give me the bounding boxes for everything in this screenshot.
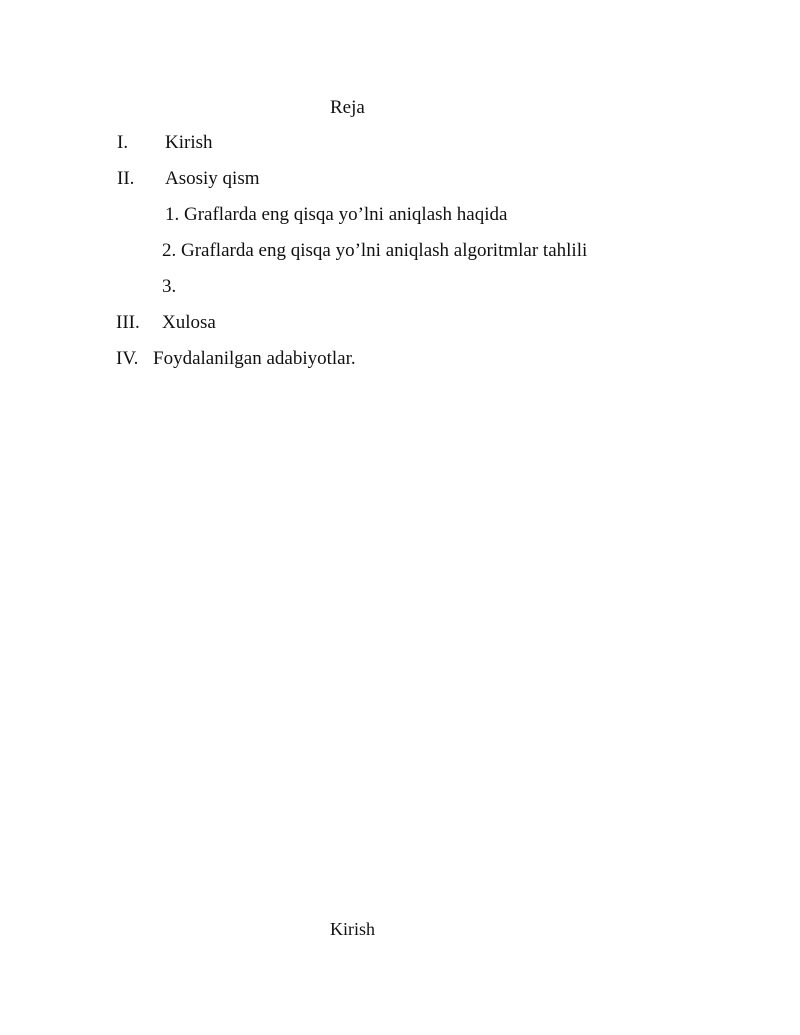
outline-text: Asosiy qism	[165, 168, 260, 189]
outline-text: Kirish	[165, 132, 213, 153]
outline-numeral: IV.	[116, 348, 139, 369]
outline-subitem-3: 3.	[162, 276, 177, 297]
outline-numeral: III.	[116, 312, 140, 333]
section-heading-introduction: Kirish	[330, 919, 375, 939]
outline-text: Foydalanilgan adabiyotlar.	[153, 348, 356, 369]
outline-numeral: I.	[117, 132, 129, 153]
outline-numeral: II.	[117, 168, 135, 189]
outline-subitem-2: 2. Graflarda eng qisqa yo’lni aniqlash algoritmlar tahlili	[162, 240, 588, 261]
outline-text: Xulosa	[162, 312, 216, 333]
plan-title: Reja	[330, 97, 365, 118]
outline-subitem-1: 1. Graflarda eng qisqa yo’lni aniqlash haqida	[165, 204, 508, 225]
